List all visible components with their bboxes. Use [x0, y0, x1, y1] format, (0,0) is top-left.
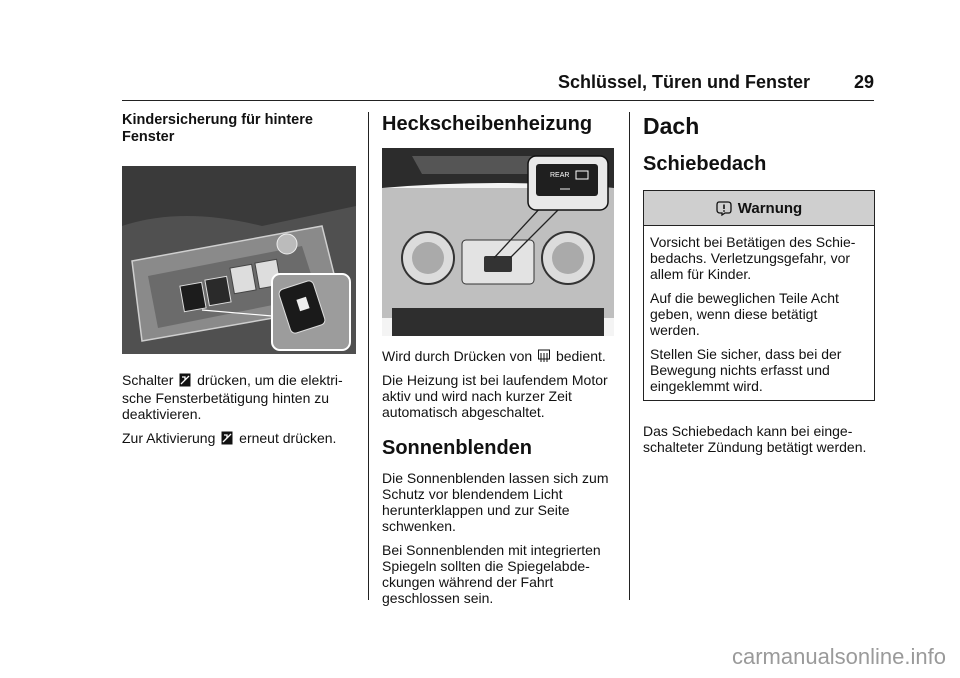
paragraph-heater-1 [382, 348, 614, 364]
child-lock-icon [221, 431, 233, 445]
text-activation: Zur Aktivierung [122, 430, 216, 446]
rear-button-label: REAR [550, 172, 570, 179]
paragraph-sunroof-1: Das Schiebedach kann bei einge-schalteter Zündung betätigt werden. [643, 423, 867, 455]
paragraph-child-lock-2 [122, 430, 356, 446]
watermark: carmanualsonline.info [731, 644, 946, 669]
warning-text-2: Auf die beweglichen Teile Acht geben, wenn diese betätigt werden. [650, 290, 839, 338]
section-heading-child-lock: Kindersicherung für hintere Fenster [122, 112, 313, 145]
paragraph-sun-visors-2: Bei Sonnenblenden mit integrierten Spiegeln sollten die Spiegelabde-ckungen während der Fahrt geschlossen sein. [382, 542, 601, 606]
column-divider-2 [629, 112, 630, 600]
section-heading-sun-visors: Sonnenblenden [382, 437, 532, 459]
column-roof [643, 112, 875, 455]
door-panel-svg [122, 166, 356, 354]
column-rear-window-heater [382, 112, 614, 606]
door-switch-illustration [122, 166, 356, 354]
text-operated-by: Wird durch Drücken von [382, 348, 533, 364]
warning-body [644, 226, 874, 400]
text-operated: bedient. [555, 348, 606, 364]
paragraph-heater-2: Die Heizung ist bei laufendem Motor aktiv und wird nach kurzer Zeit automatisch abgeschaltet. [382, 372, 608, 420]
console-illustration [382, 148, 614, 336]
section-heading-sunroof: Schiebedach [643, 153, 767, 175]
paragraph-child-lock-1 [122, 372, 356, 388]
warning-icon [716, 200, 732, 216]
console-svg [382, 148, 614, 336]
chapter-title: Schlüssel, Türen und Fenster [557, 72, 810, 92]
paragraph-sun-visors-1: Die Sonnenblenden lassen sich zum Schutz vor blendendem Licht herunterklappen und zur Seite schwenken. [382, 470, 609, 534]
warning-header [644, 191, 874, 226]
text-press-deactivate: drücken, um die elektri- [197, 372, 343, 388]
section-heading-rear-window-heater: Heckscheibenheizung [382, 113, 593, 135]
warning-title: Warnung [737, 199, 803, 217]
column-divider-1 [368, 112, 369, 600]
warning-box [643, 190, 875, 401]
warning-text-3: Stellen Sie sicher, dass bei der Bewegung nichts erfasst und eingeklemmt wird. [650, 346, 842, 394]
text-switch: Schalter [122, 372, 174, 388]
child-lock-icon [179, 373, 191, 387]
header-rule [122, 100, 874, 101]
section-heading-roof: Dach [643, 113, 700, 139]
page-number: 29 [853, 72, 874, 92]
rear-defrost-icon [538, 349, 550, 363]
column-child-lock [122, 112, 356, 446]
page-header [122, 72, 874, 100]
warning-text-1: Vorsicht bei Betätigen des Schie-bedachs. Verletzungsgefahr, vor allem für Kinder. [650, 234, 856, 282]
text-press-again: erneut drücken. [239, 430, 337, 446]
paragraph-child-lock-1b: sche Fensterbetätigung hinten zu deaktivieren. [122, 390, 330, 422]
